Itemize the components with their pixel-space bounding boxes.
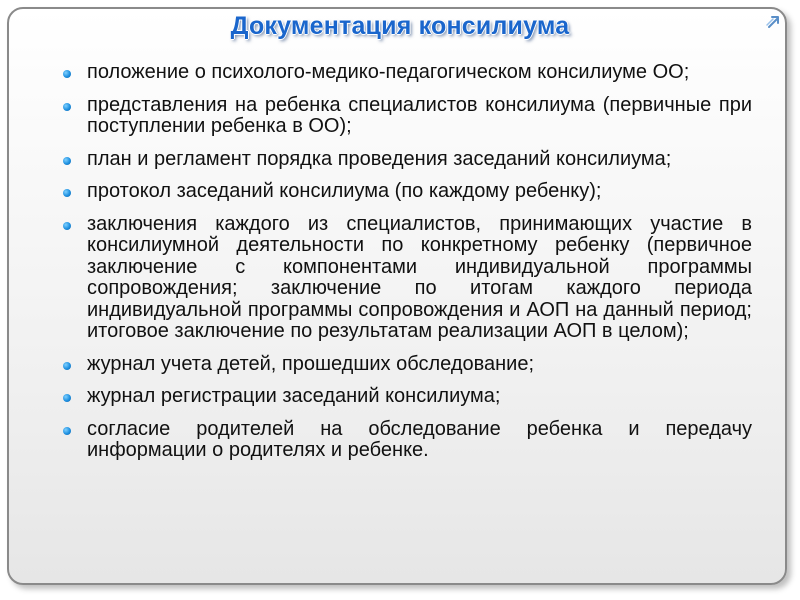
list-item xyxy=(58,354,752,376)
list-item-text: заключения каждого из специалистов, принимающих участие в консилиумной деятельности по конкретному ребенку (первичное заключение с компонентами индивидуальной программы сопровождения; заключение по итогам каждого периода индивидуальной программы сопровождения и АОП на данный период; итоговое заключение по результатам реализации АОП в целом); xyxy=(87,212,752,342)
list-item xyxy=(58,214,752,343)
bullet-dot-icon xyxy=(63,222,71,230)
list-item-text: согласие родителей на обследование ребенка и передачу информации о родителях и ребенке. xyxy=(87,417,752,461)
list-item xyxy=(58,181,752,203)
document-list xyxy=(58,62,752,462)
bullet-dot-icon xyxy=(63,157,71,165)
document-list-container xyxy=(58,62,752,473)
list-item-text: журнал регистрации заседаний консилиума; xyxy=(87,385,501,407)
list-item xyxy=(58,419,752,462)
list-item-text: положение о психолого-медико-педагогическом консилиуме ОО; xyxy=(87,61,690,83)
list-item-text: представления на ребенка специалистов консилиума (первичные при поступлении ребенка в ОО); xyxy=(87,93,752,137)
bullet-dot-icon xyxy=(63,394,71,402)
list-item-text: протокол заседаний консилиума (по каждому ребенку); xyxy=(87,180,602,202)
list-item-text: план и регламент порядка проведения заседаний консилиума; xyxy=(87,147,672,170)
list-item xyxy=(58,95,752,138)
list-item xyxy=(58,386,752,408)
bullet-dot-icon xyxy=(63,189,71,197)
bullet-dot-icon xyxy=(63,70,71,78)
page-title: Документация консилиума xyxy=(230,12,570,40)
list-item xyxy=(58,149,752,171)
bullet-dot-icon xyxy=(63,427,71,435)
list-item-text: журнал учета детей, прошедших обследование; xyxy=(87,352,535,375)
list-item xyxy=(58,62,752,84)
bullet-dot-icon xyxy=(63,103,71,111)
bullet-dot-icon xyxy=(63,362,71,370)
